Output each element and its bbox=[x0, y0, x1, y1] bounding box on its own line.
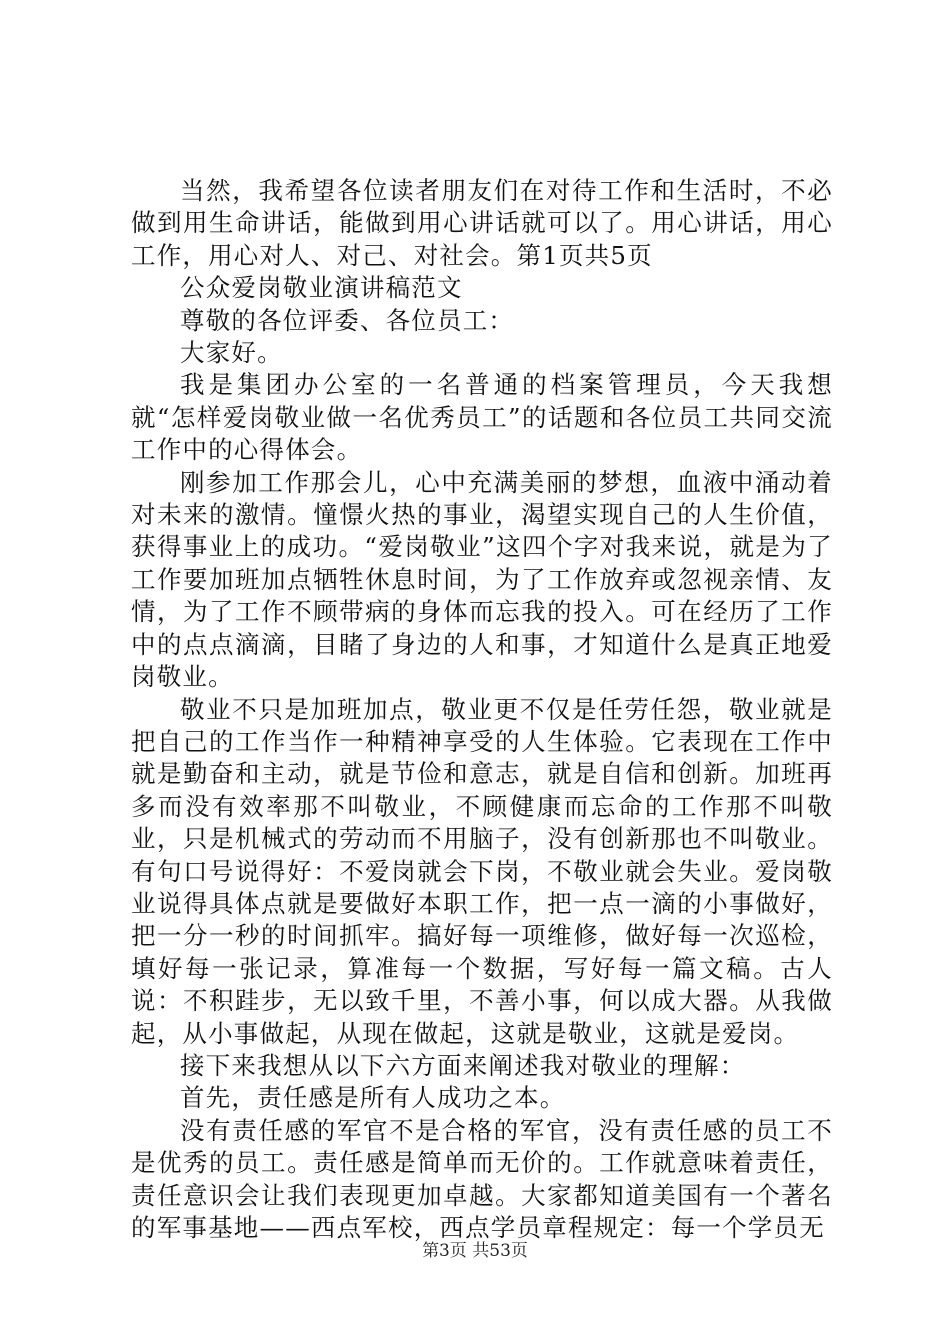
paragraph-six-aspects: 接下来我想从以下六方面来阐述我对敬业的理解： bbox=[180, 1050, 746, 1080]
paragraph-intro-closing: 当然，我希望各位读者朋友们在对待工作和生活时，不必做到用生命讲话，能做到用心讲话就可以了。用心讲话，用心工作，用心对人、对己、对社会。第1页共5页 bbox=[131, 176, 833, 270]
greeting: 大家好。 bbox=[180, 338, 283, 368]
page-number-footer: 第3页 共53页 bbox=[422, 1241, 528, 1261]
paragraph-meaning-of-dedication: 敬业不只是加班加点，敬业更不仅是任劳任怨，敬业就是把自己的工作当作一种精神享受的人生体验。它表现在工作中就是勤奋和主动，就是节俭和意志，就是自信和创新。加班再多而没有效率那不叫敬业，不顾健康而忘命的工作那不叫敬业，只是机械式的劳动而不用脑子，没有创新那也不叫敬业。有句口号说得好：不爱岗就会下岗，不敬业就会失业。爱岗敬业说得具体点就是要做好本职工作，把一点一滴的小事做好，把一分一秒的时间抓牢。搞好每一项维修，做好每一次巡检，填好每一张记录，算准每一个数据，写好每一篇文稿。古人说：不积跬步，无以致千里，不善小事，何以成大器。从我做起，从小事做起，从现在做起，这就是敬业，这就是爱岗。 bbox=[131, 694, 833, 1048]
paragraph-self-introduction: 我是集团办公室的一名普通的档案管理员，今天我想就“怎样爱岗敬业做一名优秀员工”的话题和各位员工共同交流工作中的心得体会。 bbox=[131, 370, 833, 465]
salutation: 尊敬的各位评委、各位员工： bbox=[180, 305, 515, 335]
paragraph-early-career: 刚参加工作那会儿，心中充满美丽的梦想，血液中涌动着对未来的激情。憧憬火热的事业，渴望实现自己的人生价值，获得事业上的成功。“爱岗敬业”这四个字对我来说，就是为了工作要加班加点牺牲休息时间，为了工作放弃或忽视亲情、友情，为了工作不顾带病的身体而忘我的投入。可在经历了工作中的点点滴滴，目睹了身边的人和事，才知道什么是真正地爱岗敬业。 bbox=[131, 467, 833, 692]
speech-title: 公众爱岗敬业演讲稿范文 bbox=[180, 273, 463, 303]
paragraph-responsibility-body: 没有责任感的军官不是合格的军官，没有责任感的员工不是优秀的员工。责任感是简单而无价的。工作就意味着责任，责任意识会让我们表现更加卓越。大家都知道美国有一个著名的军事基地——西点军校，西点学员章程规定：每一个学员无 bbox=[131, 1115, 833, 1242]
paragraph-responsibility-heading: 首先，责任感是所有人成功之本。 bbox=[180, 1083, 566, 1113]
document-body bbox=[131, 175, 833, 1244]
